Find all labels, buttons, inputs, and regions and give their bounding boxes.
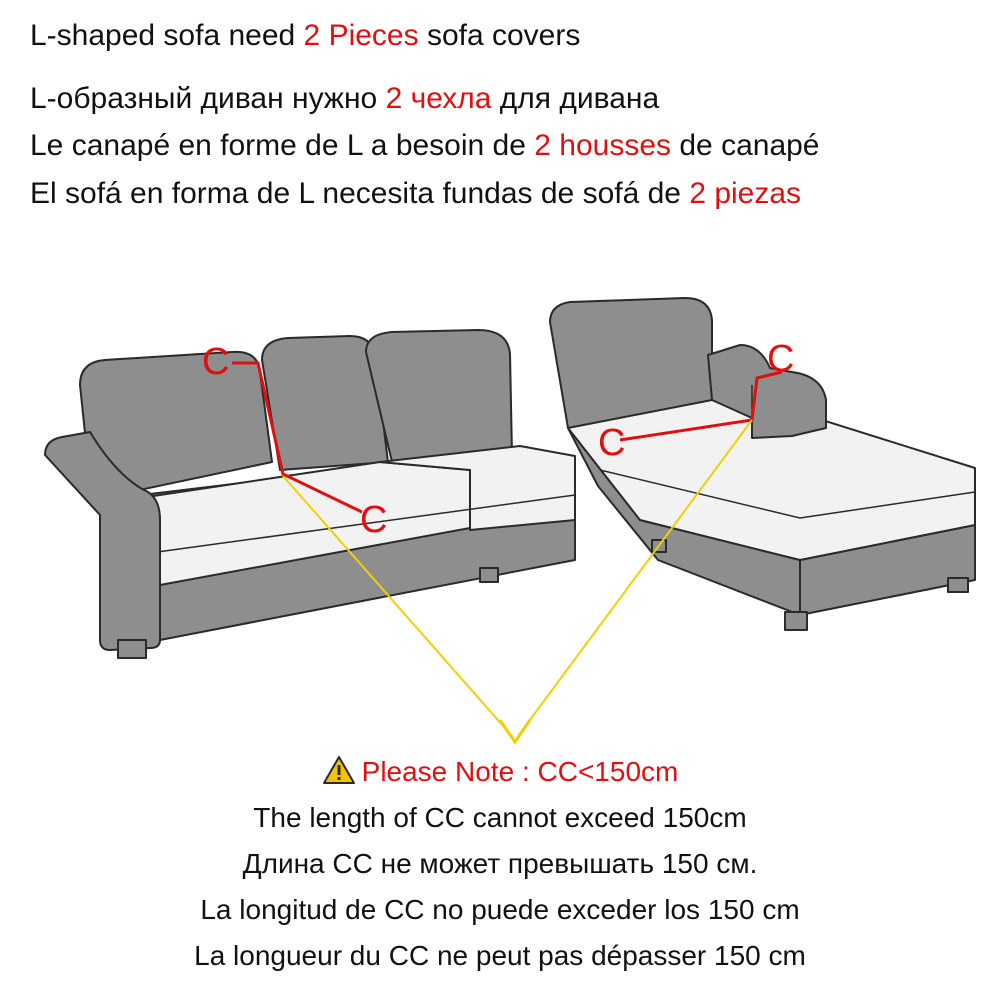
right-sofa-leg <box>948 578 968 592</box>
left-sofa-leg <box>480 568 498 582</box>
pointer-arrowhead <box>500 720 530 742</box>
header-highlight: 2 housses <box>534 129 672 162</box>
note-line-ru: Длина CC не может превышать 150 см. <box>242 848 758 879</box>
header-text: sofa covers <box>418 19 581 52</box>
right-sofa-leg <box>785 612 807 630</box>
marker-c-left-bottom: C <box>360 499 388 541</box>
header-text: L-shaped sofa need <box>30 19 304 52</box>
header-text: для дивана <box>491 82 660 115</box>
header-text: Le canapé en forme de L a besoin de <box>30 129 535 162</box>
note-heading <box>0 752 1000 796</box>
left-sofa-back-cushion <box>366 330 512 462</box>
warning-icon <box>322 755 356 796</box>
note-heading-text: Please Note : CC<150cm <box>361 756 679 787</box>
marker-c-right-seat: C <box>598 422 626 464</box>
left-sofa-leg <box>118 640 146 658</box>
left-sofa <box>45 330 575 658</box>
note-line-fr: La longueur du CC ne peut pas dépasser 150 cm <box>194 940 806 971</box>
marker-c-left-top: C <box>202 341 230 383</box>
header-highlight: 2 piezas <box>689 177 802 210</box>
header-highlight: 2 чехла <box>385 82 492 115</box>
note-line-es: La longitud de CC no puede exceder los 150 cm <box>200 894 800 925</box>
right-sofa <box>550 298 975 630</box>
note-line-en: The length of CC cannot exceed 150cm <box>253 802 747 833</box>
marker-c-right-arm: C <box>767 338 795 380</box>
header-text: El sofá en forma de L necesita fundas de sofá de <box>30 177 690 210</box>
header-highlight: 2 Pieces <box>303 19 419 52</box>
header-text: de canapé <box>671 129 820 162</box>
header-text: L-образный диван нужно <box>30 82 386 115</box>
